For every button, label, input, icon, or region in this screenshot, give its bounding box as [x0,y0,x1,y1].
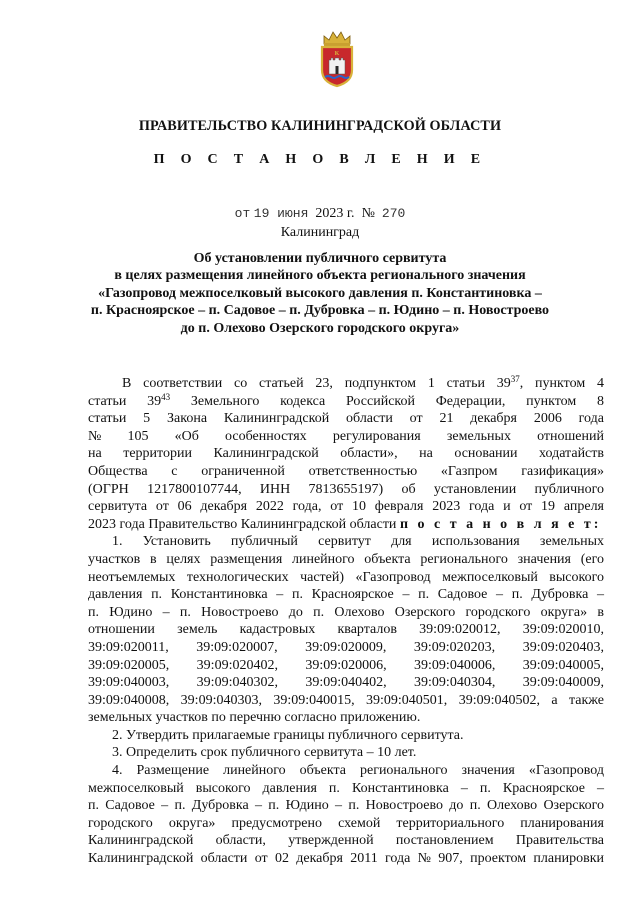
preamble-line: на территории Калининградской области», на основании ходатайств [88,446,604,462]
preamble-line: В соответствии со статьей 23, подпунктом 1 статьи $39^{37}$, пунктом 4 [122,374,604,391]
item-4-line: п. Садовое – п. Дубровка – п. Юдино – п. Новостроево до п. Олехово Озерского [88,798,604,814]
item-1-line: 39:09:020005, 39:09:020402, 39:09:020006, 39:09:040006, 39:09:040005, [88,657,604,673]
coat-of-arms-icon [316,30,358,88]
organization-name: ПРАВИТЕЛЬСТВО КАЛИНИНГРАДСКОЙ ОБЛАСТИ [138,118,502,134]
item-4-line: 4. Размещение линейного объекта регионального значения «Газопровод [112,763,604,779]
resolves-word: п о с т а н о в л я е т: [399,516,602,532]
item-1-line: 39:09:040003, 39:09:040302, 39:09:040402, 39:09:040304, 39:09:040009, [88,675,604,691]
document-number: 270 [381,206,406,221]
title-line: п. Красноярское – п. Садовое – п. Дубровка – п. Юдино – п. Новостроево [90,303,550,319]
item-4-line: Калининградской области, утвержденной постановлением Правительства [88,833,604,849]
document-body [88,375,604,868]
preamble-line: (ОГРН 1217800107744, ИНН 7813655197) об установлении публичного [88,481,604,497]
item-1-line: 39:09:020011, 39:09:020007, 39:09:020009, 39:09:020203, 39:09:020403, [88,639,604,655]
preamble-line: № 105 «Об особенностях регулирования земельных отношений [88,428,604,444]
title-line: в целях размещения линейного объекта регионального значения [114,268,526,284]
city-name: Калининград [280,225,360,240]
title-line: «Газопровод межпоселковый высокого давления п. Константиновка – [98,285,542,301]
preamble-line: 2023 года Правительство Калининградской области п о с т а н о в л я е т: [88,516,602,532]
document-type: П О С Т А Н О В Л Е Н И Е [153,152,487,167]
preamble-line: статьи 5 Закона Калининградской области от 21 декабря 2006 года [88,411,604,427]
number-sign: № [361,206,375,221]
date-prefix: от [234,206,251,221]
item-1-line: земельных участков по перечню согласно приложению. [88,710,421,726]
item-1-line: 39:09:040008, 39:09:040303, 39:09:040015, 39:09:040501, 39:09:040502, а также [88,692,604,708]
item-1-line: участков в целях размещения линейного объекта регионального значения (его [88,551,604,567]
preamble-line: Общества с ограниченной ответственностью «Газпром газификация» [88,463,604,479]
preamble-line: статьи $39^{43}$ Земельного кодекса Российской Федерации, пунктом 8 [88,391,604,409]
preamble-line: сервитута от 06 декабря 2022 года, от 10 февраля 2023 года и от 19 апреля [88,499,604,515]
document-title [80,250,560,337]
item-1-line: неотъемлемых технологических частей) «Газопровод межпоселковый высокого [88,569,604,585]
item-4-line: городского округа» предусмотрено схемой территориального планирования [88,815,604,831]
item-1-line: давления п. Константиновка – п. Красноярское – п. Садовое – п. Дубровка – [88,587,604,603]
svg-text:K: K [334,51,340,57]
item-4-line: межпоселковый высокого давления п. Константиновка – п. Красноярское – [88,780,604,796]
date-year: 2023 г. [315,206,355,221]
document-date-line [0,206,640,222]
date-handwritten: 19 июня [253,206,309,221]
title-line: до п. Олехово Озерского городского округа» [180,320,460,336]
item-1-line: отношении земель кадастровых кварталов 39:09:020012, 39:09:020010, [88,622,604,638]
item-1-line: 1. Установить публичный сервитут для использования земельных [112,534,604,550]
item-3-line: 3. Определить срок публичного сервитута – 10 лет. [112,745,417,761]
item-2-line: 2. Утвердить прилагаемые границы публичного сервитута. [112,727,464,743]
item-4-line: Калининградской области от 02 декабря 2011 года № 907, проектом планировки [88,851,604,867]
item-1-line: п. Юдино – п. Новостроево до п. Олехово Озерского городского округа» в [88,604,604,620]
title-line: Об установлении публичного сервитута [193,251,447,266]
